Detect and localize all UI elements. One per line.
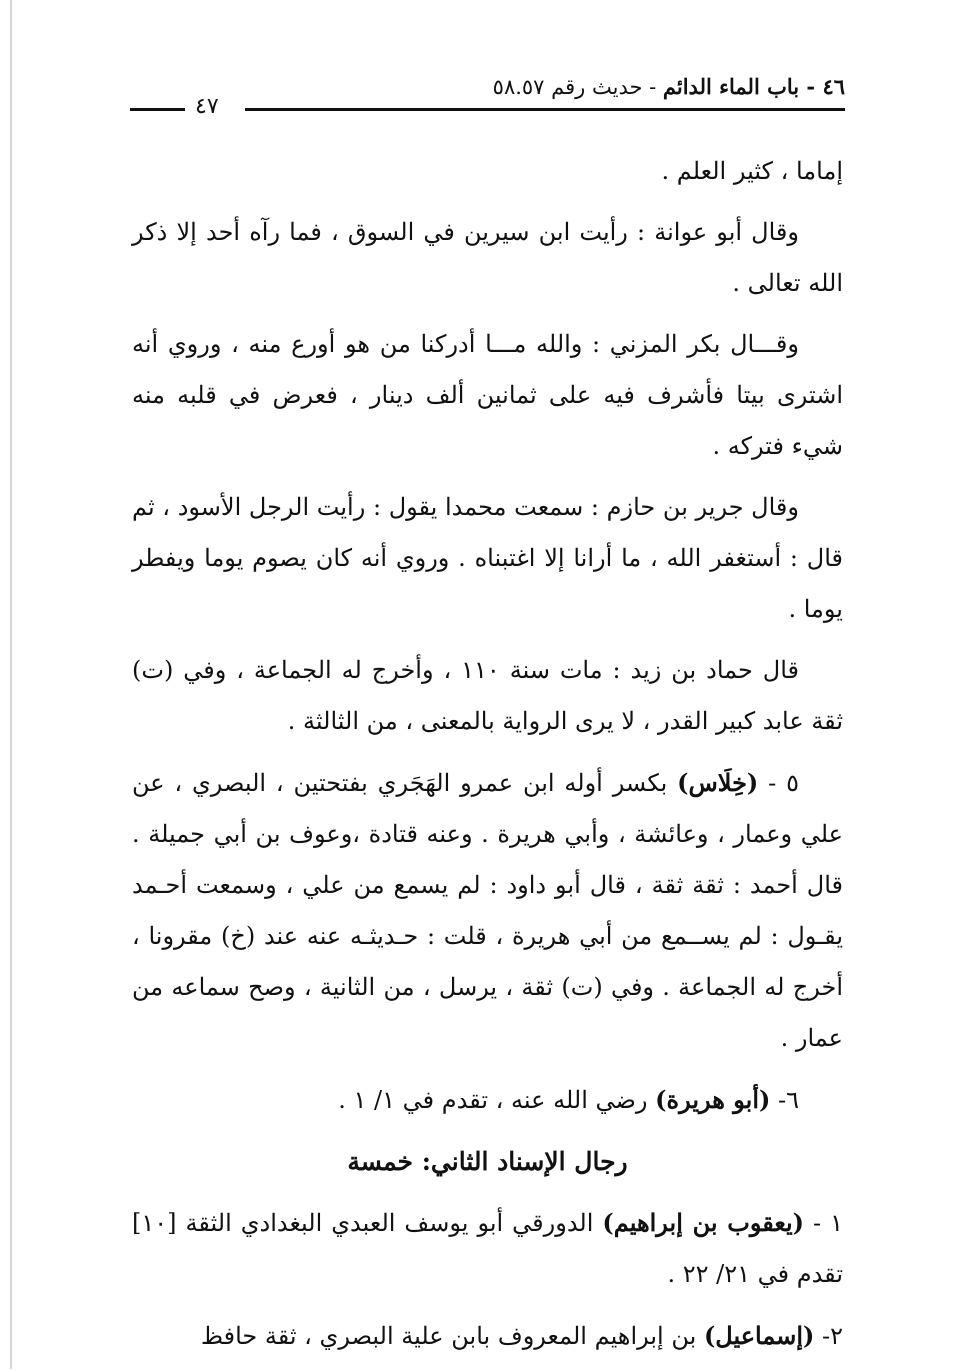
entry-text: رضي الله عنه ، تقدم في ١/ ١ . [338,1086,656,1114]
paragraph: وقـــال بكر المزني : والله مـــا أدركنا من هو أورع منه ، وروي أنه اشترى بيتا فأشرف فيه على ثمانين ألف دينار ، فعرض في قلبه منه شيء فتركه . [132,330,843,460]
running-header [493,74,845,99]
entry-number: ١ - [804,1209,843,1237]
narrator-name: (يعقوب بن إبراهيم) [602,1208,805,1237]
paragraph: قال حماد بن زيد : مات سنة ١١٠ ، وأخرج له الجماعة ، وفي (ت) ثقة عابد كبير القدر ، لا يرى الرواية بالمعنى ، من الثالثة . [132,656,843,735]
page-number: ٤٧ [195,94,219,119]
hadith-reference: - حديث رقم ٥٨.٥٧ [492,75,663,99]
entry-text: الدورقي أبو يوسف العبدي البغدادي الثقة [١٠] تقدم في ٢١/ ٢٢ . [132,1209,843,1288]
chapter-title: ٤٦ - باب الماء الدائم [662,74,845,99]
header-rule-left [130,108,185,111]
narrator-name: (أبو هريرة) [655,1085,771,1114]
paragraph: وقال جرير بن حازم : سمعت محمدا يقول : رأيت الرجل الأسود ، ثم قال : أستغفر الله ، ما أرانا إلا اغتبناه . وروي أنه كان يصوم يوما ويفطر يوما . [132,493,843,623]
narrator-entry [132,1197,843,1300]
section-heading: رجال الإسناد الثاني: خمسة [347,1147,628,1176]
narrator-entry [132,1074,843,1126]
page-body [132,146,843,1372]
narrator-entry [132,757,843,1064]
entry-number: ٥ - [758,769,799,797]
entry-text: بكسر أوله ابن عمرو الهَجَري بفتحتين ، البصري ، عن علي وعمار ، وعائشة ، وأبي هريرة . وعنه قتادة ،وعوف بن أبي جميلة . قال أحمد : ثقة ثقة ، قال أبو داود : لم يسمع من علي ، وسمعت أحـمد يقـول : لم يســمع من أبي هريرة ، قلت : حـديثـه عنه عند (خ) مقرونا ، أخرج له الجماعة . وفي (ت) ثقة ، يرسل ، من الثانية ، وصح سماعه من عمار . [132,769,844,1052]
entry-text: بن إبراهيم المعروف بابن علية البصري ، ثقة حافظ [200,1322,704,1350]
header-rule-right [245,108,845,111]
page-header [130,72,845,122]
entry-number: ٢- [814,1322,843,1350]
scan-edge-line [10,0,12,1369]
narrator-name: (خِلَاس) [677,768,759,797]
narrator-name: (إسماعيل) [703,1321,815,1350]
paragraph: وقال أبو عوانة : رأيت ابن سيرين في السوق ، فما رآه أحد إلا ذكر الله تعالى . [132,218,843,297]
entry-number: ٦- [770,1086,799,1114]
paragraph: إماما ، كثير العلم . [661,157,843,185]
narrator-entry [132,1310,843,1362]
